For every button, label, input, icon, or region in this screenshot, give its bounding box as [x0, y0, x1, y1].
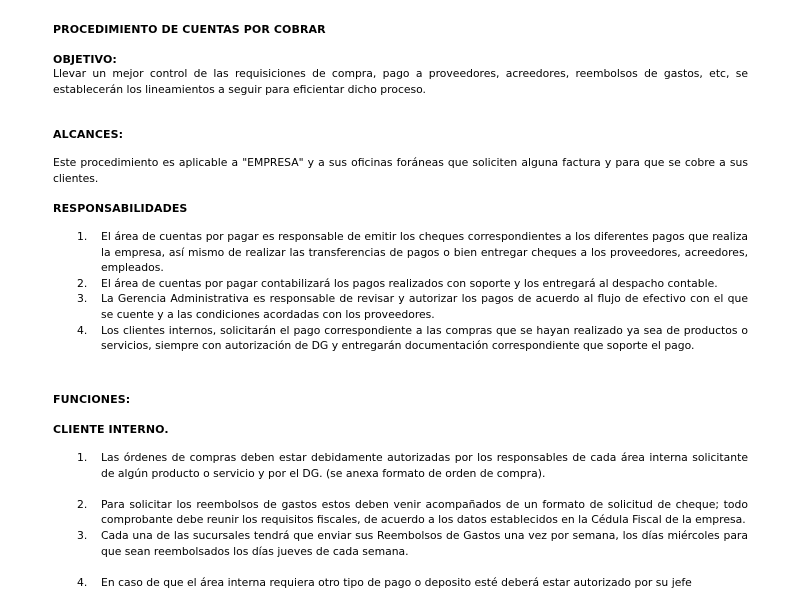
alcances-heading: ALCANCES:	[53, 128, 124, 141]
list-item-text: Cada una de las sucursales tendrá que enviar sus Reembolsos de Gastos una vez por semana, los días miércoles para que sean reembolsados los días jueves de cada semana.	[101, 528, 748, 558]
list-number: 2.	[77, 497, 88, 511]
list-item	[53, 497, 748, 528]
list-item-text: La Gerencia Administrativa es responsable de revisar y autorizar los pagos de acuerdo al flujo de efectivo con el que se cuente y a las condiciones acordadas con los proveedores.	[101, 292, 748, 321]
list-item	[53, 276, 748, 292]
alcances-text: Este procedimiento es aplicable a "EMPRESA" y a sus oficinas foráneas que soliciten alguna factura y para que se cobre a sus clientes.	[53, 156, 748, 185]
responsabilidades-list	[53, 229, 748, 354]
objetivo-heading: OBJETIVO:	[53, 53, 117, 66]
document-title: PROCEDIMIENTO DE CUENTAS POR COBRAR	[53, 23, 326, 36]
responsabilidades-heading: RESPONSABILIDADES	[53, 202, 188, 215]
list-number: 2.	[77, 276, 88, 290]
list-number: 1.	[77, 230, 88, 243]
list-item	[53, 528, 748, 559]
list-item-text: En caso de que el área interna requiera otro tipo de pago o deposito esté deberá estar autorizado por su jefe	[101, 575, 692, 589]
cliente-interno-heading: CLIENTE INTERNO.	[53, 423, 169, 436]
list-item	[53, 291, 748, 322]
list-item-text: Las órdenes de compras deben estar debidamente autorizadas por los responsables de cada área interna solicitante de algún producto o servicio y por el DG. (se anexa formato de orden de compra).	[101, 451, 748, 480]
list-item-text: El área de cuentas por pagar contabilizará los pagos realizados con soporte y los entregará al despacho contable.	[101, 276, 718, 290]
list-number: 1.	[77, 451, 88, 464]
list-item-text: Para solicitar los reembolsos de gastos estos deben venir acompañados de un formato de solicitud de cheque; todo comprobante debe reunir los requisitos fiscales, de acuerdo a los datos establecidos en la Cédula Fiscal de la empresa.	[101, 497, 748, 527]
list-number: 3.	[77, 528, 88, 542]
list-item	[53, 450, 748, 481]
list-item	[53, 575, 748, 589]
objetivo-text: Llevar un mejor control de las requisiciones de compra, pago a proveedores, acreedores, reembolsos de gastos, etc, se establecerán los lineamientos a seguir para eficientar dicho proceso.	[53, 67, 748, 96]
list-item	[53, 229, 748, 276]
list-number: 4.	[77, 575, 88, 589]
list-number: 4.	[77, 323, 88, 337]
list-item-text: El área de cuentas por pagar es responsable de emitir los cheques correspondientes a los diferentes pagos que realiza la empresa, así mismo de realizar las transferencias de pagos o bien entregar cheques a los proveedores, acreedores, empleados.	[101, 230, 748, 275]
list-item	[53, 323, 748, 354]
cliente-interno-list	[53, 450, 748, 589]
list-number: 3.	[77, 292, 88, 306]
funciones-heading: FUNCIONES:	[53, 393, 131, 406]
list-item-text: Los clientes internos, solicitarán el pago correspondiente a las compras que se hayan realizado ya sea de productos o servicios, siempre con autorización de DG y entregarán documentación correspondiente que soporte el pago.	[101, 323, 748, 353]
